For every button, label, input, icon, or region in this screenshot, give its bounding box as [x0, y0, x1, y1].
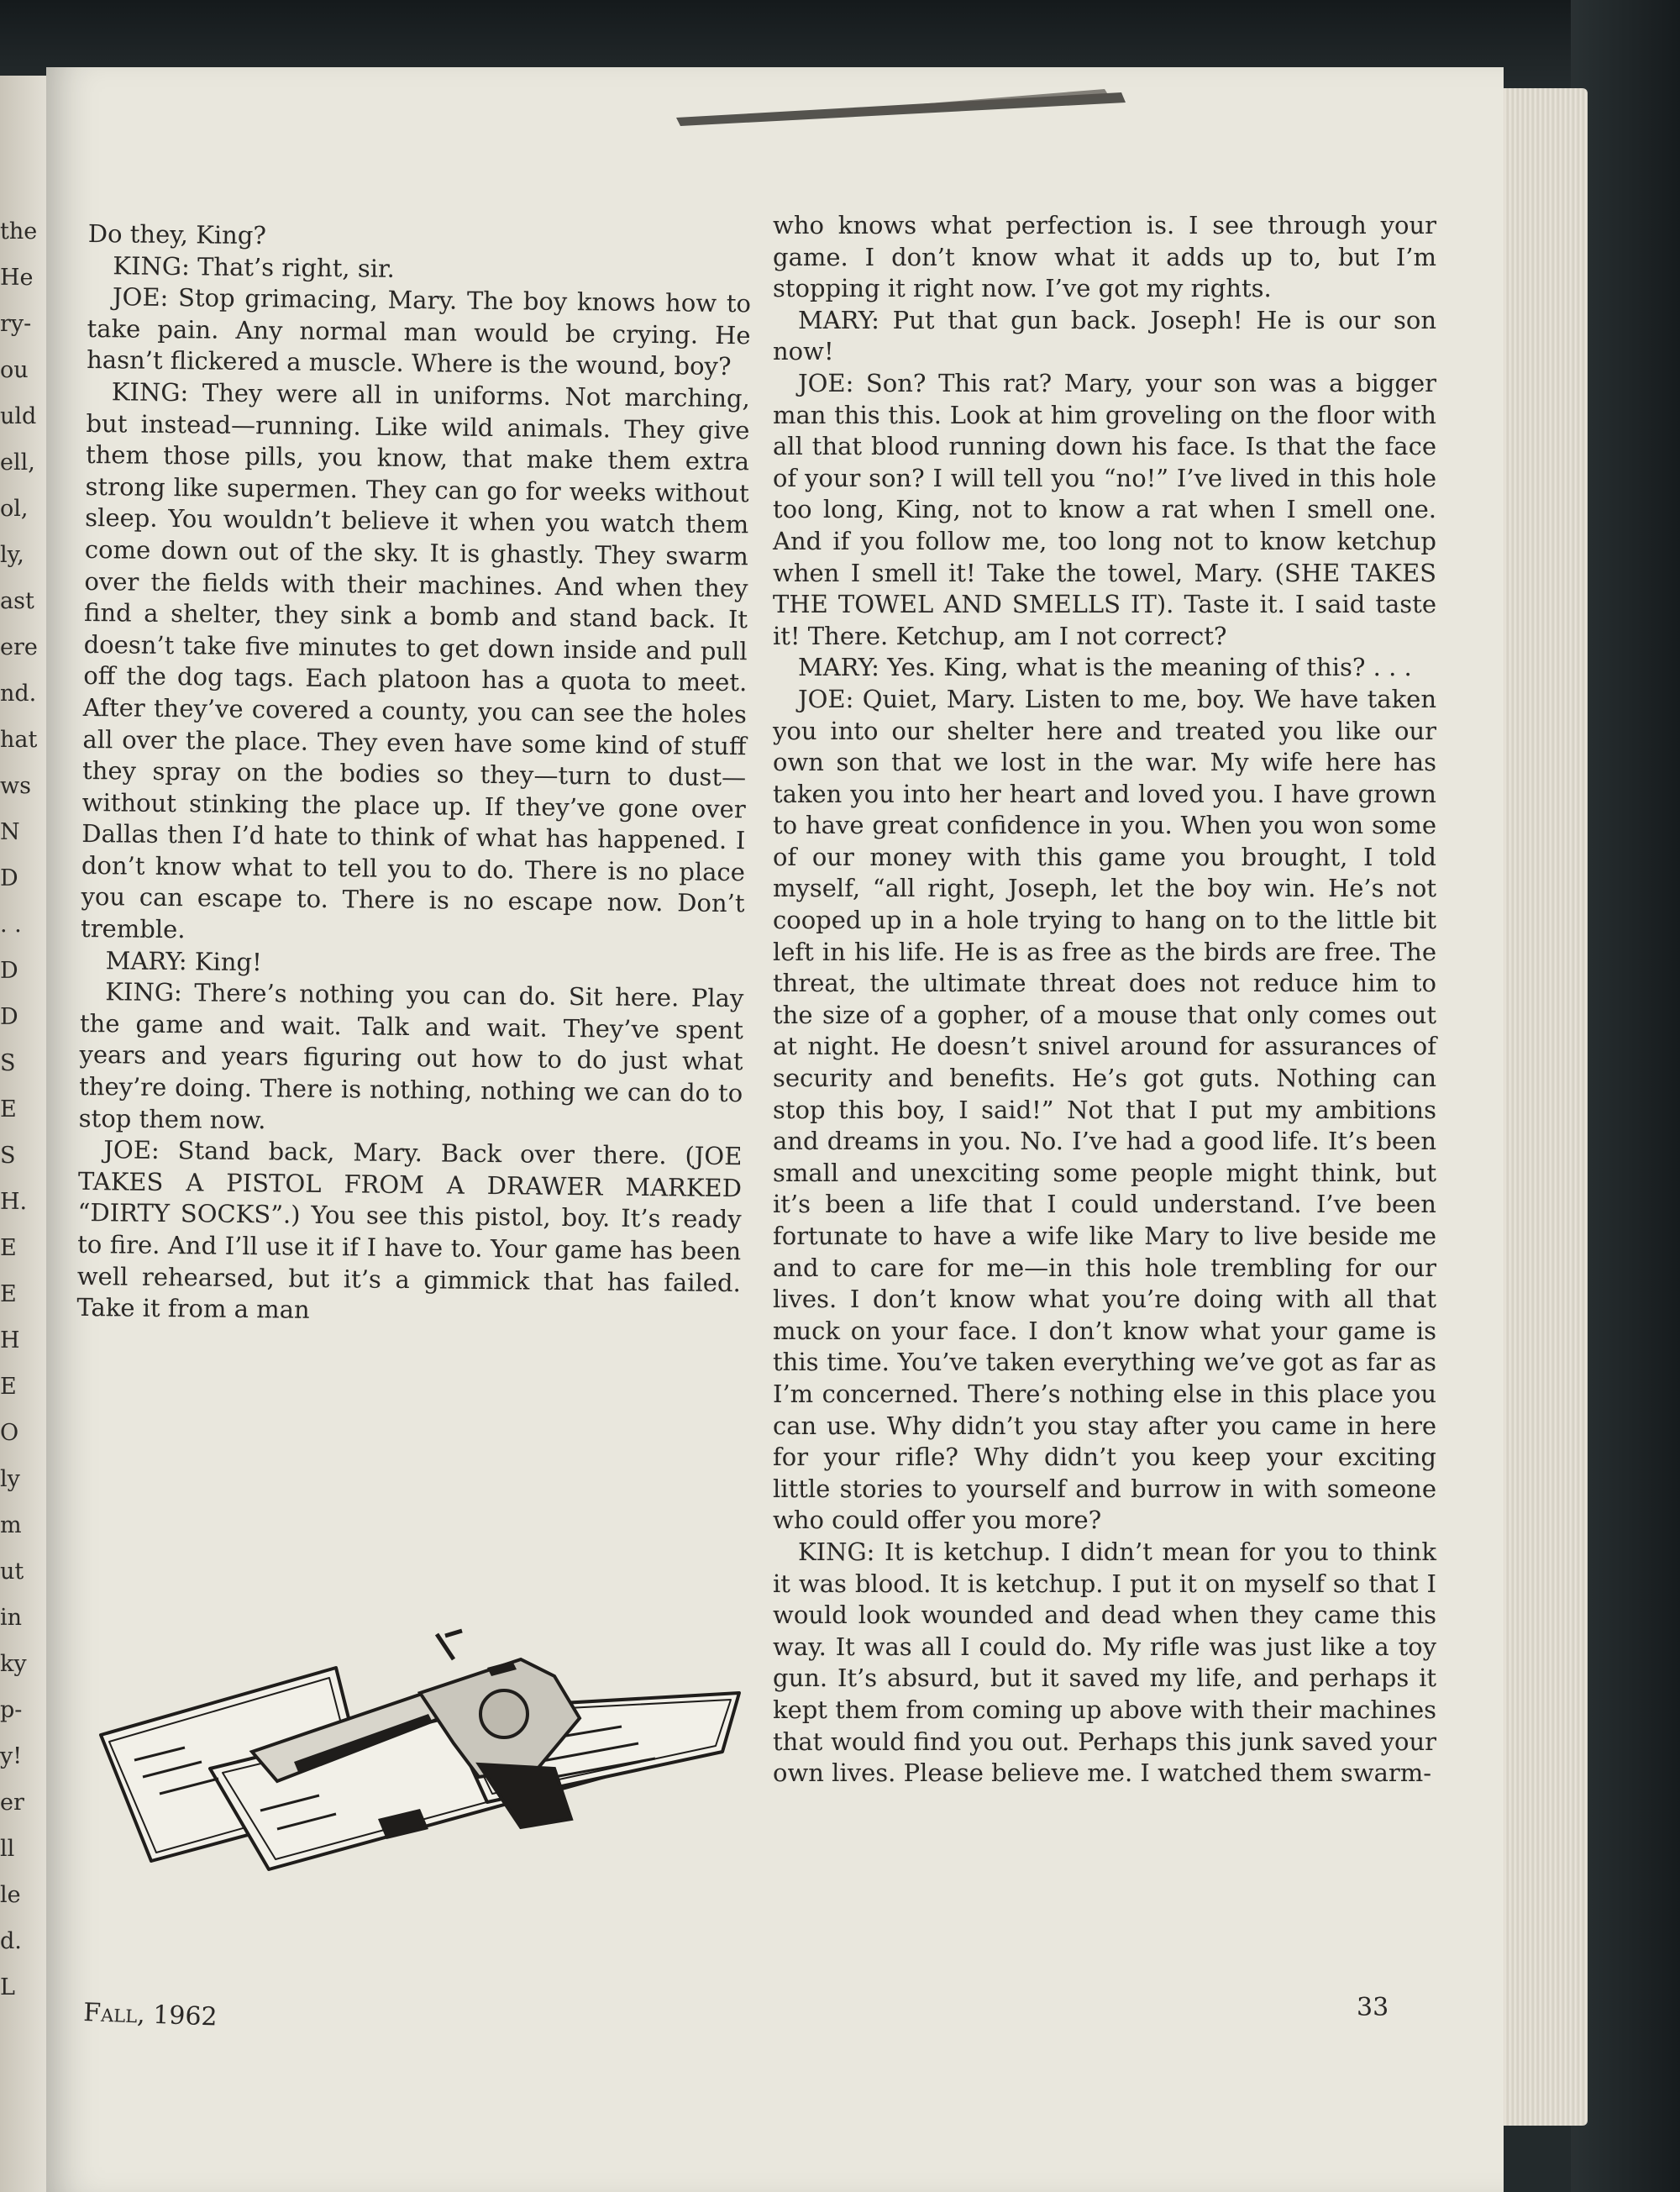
- previous-page-fragment: le: [0, 1882, 21, 1908]
- paragraph: JOE: Son? This rat? Mary, your son was a bigger man this this. Look at him groveling on the floor with all that blood running down his face. Is that the face of your son? I will tell you “no!” I’ve lived in this hole too long, King, not to know a rat when I smell one. And if you follow me, too long not to know ketchup when I smell it! Take the towel, Mary. (SHE TAKES THE TOWEL AND SMELLS IT). Taste it. I said taste it! There. Ketchup, am I not correct?: [773, 368, 1436, 650]
- previous-page-fragment: . .: [0, 912, 22, 938]
- previous-page-fragment: ere: [0, 634, 38, 660]
- paragraph: MARY: Put that gun back. Joseph! He is our son now!: [773, 305, 1436, 366]
- paragraph: JOE: Quiet, Mary. Listen to me, boy. We have taken you into our shelter here and treated you like our own son that we lost in the war. My wife here has taken you into her heart and loved you. I have grown to have great confidence in you. When you won some of our money with this game you brought, I told myself, “all right, Joseph, let the boy win. He’s not cooped up in a hole trying to hang on to the little bit left in his life. He is as free as the birds are free. The threat, the ultimate threat does not reduce him to the size of a gopher, of a mouse that only comes out at night. He doesn’t snivel around for assurances of security and benefits. He’s got guts. Nothing can stop this boy, I said!” Not that I put my ambitions and dreams in you. No. I’ve had a good life. It’s been small and unexciting some people might think, but it’s been a life that I could understand. I’ve been fortunate to have a wife like Mary to live beside me and to care for me—in this hole trembling for our lives. I don’t know what you’re doing with all that muck on your face. I don’t know what your game is this time. You’ve taken everything we’ve got as far as I’m concerned. There’s nothing else in this place you can use. Why didn’t you stay after you came in here for your rifle? Why didn’t you keep your exciting little stories to yourself and burrow in with someone who could offer you more?: [773, 684, 1436, 1535]
- previous-page-fragment: D: [0, 1004, 18, 1030]
- previous-page-fragment: E: [0, 1096, 17, 1122]
- paragraph: who knows what perfection is. I see through your game. I don’t know what it adds up to, but I’m stopping it right now. I’ve got my rights.: [773, 211, 1436, 303]
- previous-page-fragment: N: [0, 819, 20, 845]
- previous-page-fragment: L: [0, 1974, 15, 2000]
- previous-page-fragment: S: [0, 1143, 16, 1169]
- previous-page-fragment: nd.: [0, 681, 37, 707]
- previous-page-fragment: ut: [0, 1559, 24, 1585]
- previous-page-fragment: hat: [0, 727, 38, 753]
- previous-page-fragment: ell,: [0, 449, 35, 476]
- paragraph: MARY: King!: [105, 945, 262, 976]
- previous-page-fragment: d.: [0, 1928, 22, 1954]
- paragraph: KING: It is ketchup. I didn’t mean for you to think it was blood. It is ketchup. I put it on myself so that I would look wounded and dead when they came this way. It was all I could do. My rifle was just like a toy gun. It’s absurd, but it saved my life, and perhaps it kept them from coming up above with their machines that would find you out. Perhaps this junk saved your own lives. Please believe me. I watched them swarm-: [773, 1537, 1436, 1788]
- previous-page-fragment: E: [0, 1374, 17, 1400]
- previous-page-fragment: ll: [0, 1836, 15, 1862]
- previous-page-fragment: E: [0, 1281, 17, 1307]
- previous-page-fragment: S: [0, 1050, 16, 1076]
- previous-page-fragment: He: [0, 265, 34, 291]
- previous-page-fragment: ly: [0, 1466, 20, 1492]
- previous-page-fragment: E: [0, 1235, 17, 1261]
- text-column-left: [76, 218, 752, 1331]
- previous-page-fragment: ol,: [0, 496, 29, 522]
- previous-page-fragment: y!: [0, 1743, 23, 1769]
- previous-page-fragment: m: [0, 1512, 22, 1538]
- previous-page-fragment: H.: [0, 1189, 28, 1215]
- previous-page-fragment: ky: [0, 1651, 27, 1677]
- previous-page-fragment: er: [0, 1790, 24, 1816]
- previous-page-fragment: D: [0, 865, 18, 891]
- pistol-on-money-illustration: [84, 1609, 756, 1878]
- previous-page-fragment: the: [0, 218, 38, 244]
- previous-page-fragment: uld: [0, 403, 37, 429]
- paragraph: KING: They were all in uniforms. Not marching, but instead—running. Like wild animals. They give them those pills, you know, that make them extra strong like supermen. They can go for weeks without sleep. You wouldn’t believe it when you watch them come down out of the sky. It is ghastly. They swarm over the fields with their machines. And when they find a shelter, they sink a bomb and stand back. It doesn’t take five minutes to get down inside and pull off the dog tags. Each platoon has a quota to meet. After they’ve covered a county, you can see the holes all over the place. They even have some kind of stuff they spray on the bodies so they—turn to dust—without stinking the place up. If they’ve gone over Dallas then I’d hate to think of what has happened. I don’t know what to tell you to do. There is no place you can escape to. There is no escape now. Don’t tremble.: [80, 377, 750, 944]
- previous-page-fragment: ws: [0, 773, 31, 799]
- previous-page-fragment: D: [0, 958, 18, 984]
- previous-page-fragment: p-: [0, 1697, 23, 1723]
- issue-footer: Fall, 1962: [82, 1998, 218, 2032]
- previous-page-fragment: in: [0, 1605, 23, 1631]
- text-column-right: [773, 210, 1436, 1790]
- previous-page-edge: [0, 76, 50, 2192]
- paragraph: JOE: Stand back, Mary. Back over there. (JOE TAKES A PISTOL FROM A DRAWER MARKED “DIRTY SOCKS”.) You see this pistol, boy. It’s ready to fire. And I’ll use it if I have to. Your game has been well rehearsed, but it’s a gimmick that has failed. Take it from a man: [76, 1135, 743, 1325]
- previous-page-fragment: ry-: [0, 311, 32, 337]
- previous-page-fragment: H: [0, 1327, 20, 1354]
- previous-page-fragment: ou: [0, 357, 29, 383]
- previous-page-fragment: ast: [0, 588, 34, 614]
- paragraph: KING: That’s right, sir.: [113, 250, 396, 283]
- paragraph: MARY: Yes. King, what is the meaning of this? . . .: [798, 653, 1412, 682]
- paragraph: JOE: Stop grimacing, Mary. The boy knows how to take pain. Any normal man would be crying. He hasn’t flickered a muscle. Where is the wound, boy?: [87, 282, 752, 381]
- previous-page-fragment: ly,: [0, 542, 24, 568]
- paragraph: KING: There’s nothing you can do. Sit here. Play the game and wait. Talk and wait. They’ve spent years and years figuring out how to do just what they’re doing. There is nothing, nothing we can do to stop them now.: [78, 977, 744, 1134]
- book-page: [46, 67, 1504, 2192]
- paragraph: Do they, King?: [87, 218, 267, 250]
- page-edges: [1495, 88, 1588, 2126]
- running-head-mark: [668, 77, 1138, 128]
- page-number: 33: [1357, 1993, 1389, 2022]
- previous-page-fragment: O: [0, 1420, 19, 1446]
